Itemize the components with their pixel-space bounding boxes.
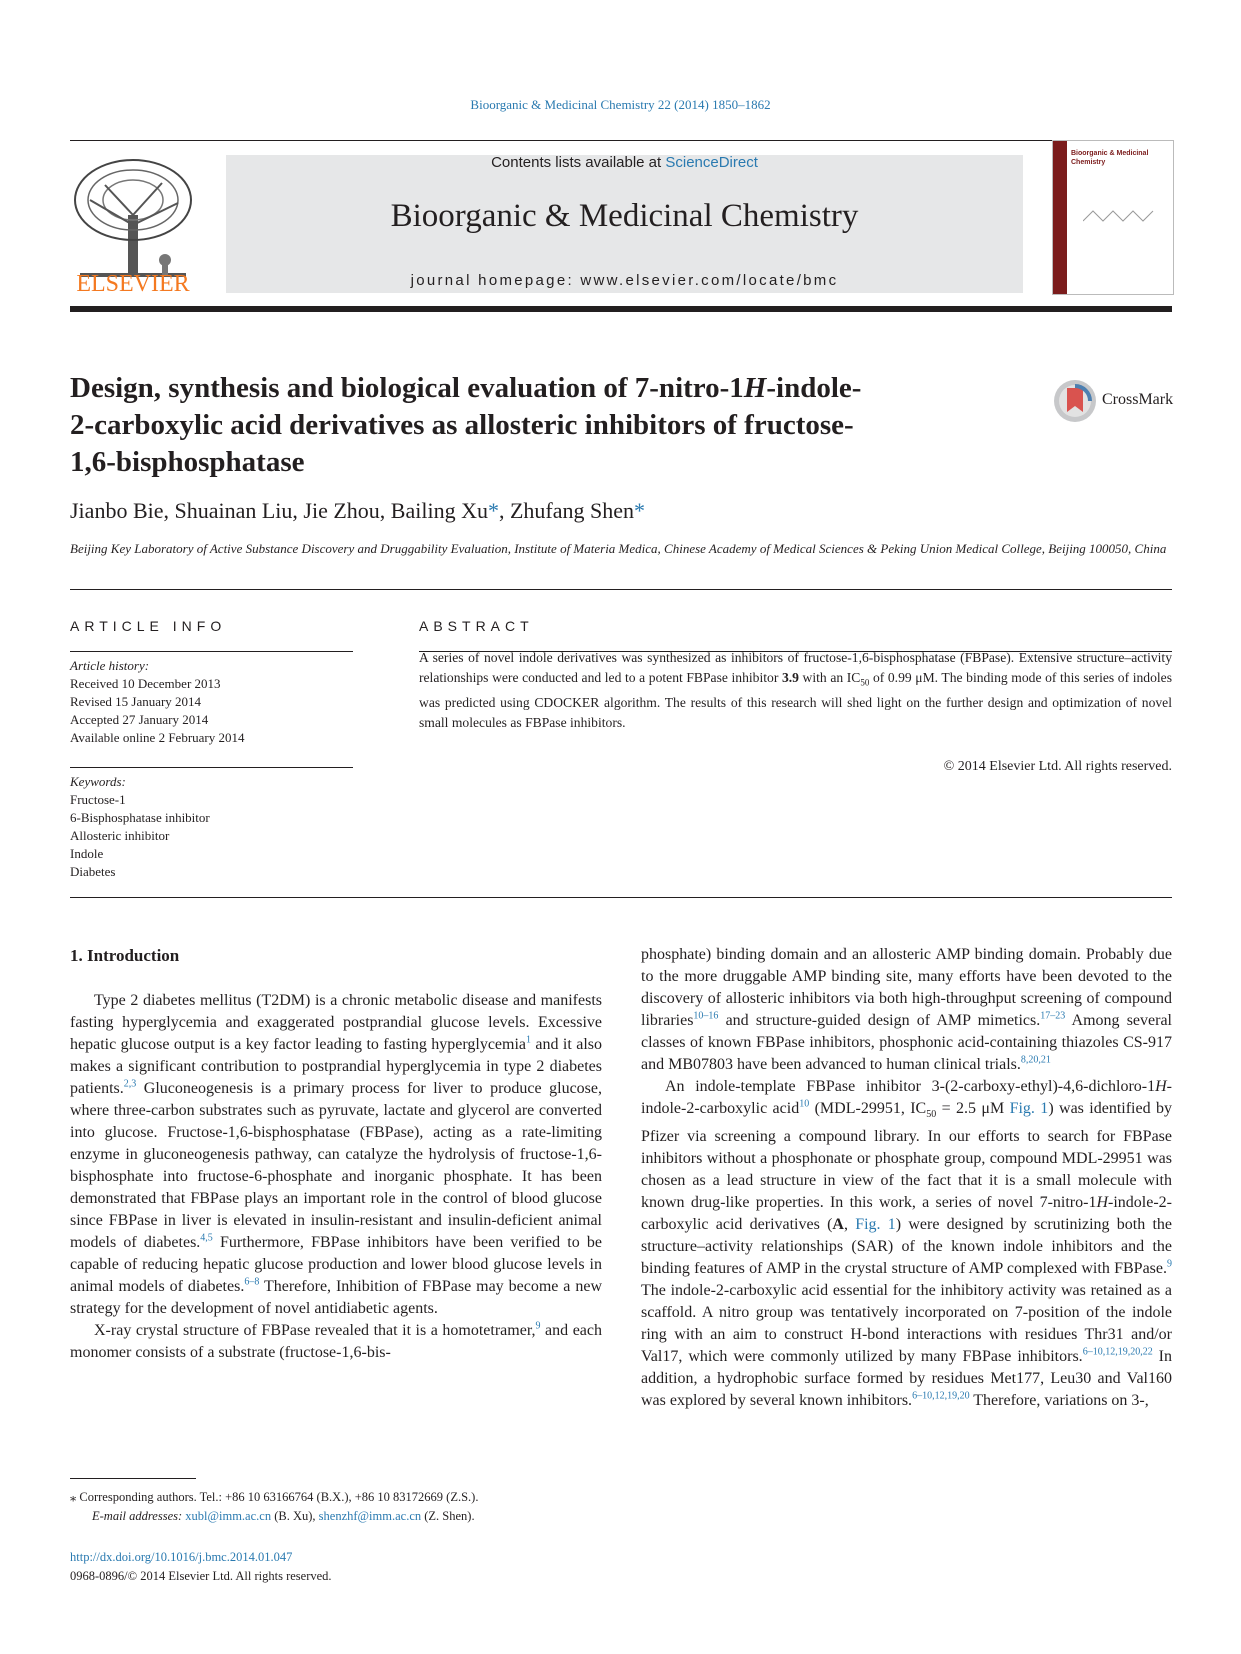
- intro-paragraph-3: [641, 944, 1172, 1076]
- abstract-copyright: © 2014 Elsevier Ltd. All rights reserved.: [943, 759, 1172, 774]
- author-list: [70, 498, 645, 524]
- sciencedirect-link[interactable]: ScienceDirect: [665, 154, 758, 171]
- received-date: Received 10 December 2013: [70, 676, 221, 691]
- authors-part-2: , Zhufang Shen: [498, 498, 634, 523]
- p1-text-c: Gluconeogenesis is a primary process for liver to produce glucose, where three-carbon substrates such as pyruvate, lactate and glycerol are converted into glucose. Fructose-1,6-bisphosphatase (FBPase), acting as a rate-limiting enzyme in gluconeogenesis pathway, can catalyze the hydrolysis of fructose-1,6-bisphosphate into fructose-6-phosphate and inorganic phosphate. It has been demonstrated that FBPase plays an important role in the control of blood glucose since FBPase in liver is elevated in insulin-resistant and insulin-deficient animal models of diabetes.: [70, 1080, 602, 1251]
- citation-ref[interactable]: 9: [1167, 1258, 1172, 1270]
- citation-ref[interactable]: 6–10,12,19,20: [912, 1390, 970, 1402]
- cover-title: [1071, 149, 1171, 167]
- p4-bold: A: [832, 1216, 844, 1234]
- publisher-name: ELSEVIER: [76, 271, 190, 297]
- citation-ref[interactable]: 8,20,21: [1020, 1054, 1051, 1066]
- citation-ref[interactable]: 9: [535, 1320, 541, 1332]
- p4-italic: H: [1155, 1078, 1167, 1095]
- citation-ref[interactable]: 10–16: [693, 1010, 719, 1022]
- keyword-item: 6-Bisphosphatase inhibitor: [70, 810, 210, 825]
- intro-paragraph-1: [70, 990, 602, 1320]
- p2-text-b: and each monomer consists of a substrate (fructose-1,6-bis-: [70, 1322, 603, 1361]
- article-info-heading: ARTICLE INFO: [70, 618, 227, 634]
- keyword-item: Diabetes: [70, 864, 116, 879]
- keyword-item: Fructose-1: [70, 792, 126, 807]
- header-top-rule: [70, 140, 1172, 141]
- abstract-part-2: with an IC: [798, 670, 861, 685]
- p4-text-h: ) were designed by scrutinizing both the structure–activity relationships (SAR) of the known indole inhibitors and the binding features of AMP in the crystal structure of AMP complexed with FBPase.: [641, 1216, 1172, 1278]
- footnote-rule: [70, 1478, 196, 1479]
- online-date: Available online 2 February 2014: [70, 730, 245, 745]
- abstract-part-1: A series of novel indole derivatives was synthesized as inhibitors of fructose-1,6-bisphosphatase (FBPase). Extensive structure–activity relationships were conducted and led to a potent FBPase inhibitor: [419, 650, 1172, 685]
- email-owner: (B. Xu),: [271, 1509, 319, 1523]
- p4-text-f: -indole-2-carboxylic acid derivatives (: [641, 1194, 1172, 1234]
- p4-text-j: In addition, a hydrophobic surface formed by residues Met177, Leu30 and Val160 was explored by several known inhibitors.: [641, 1348, 1173, 1410]
- journal-citation[interactable]: Bioorganic & Medicinal Chemistry 22 (2014) 1850–1862: [470, 97, 771, 112]
- p4-text-e: ) was identified by Pfizer via screening a compound library. In our efforts to search for FBPase inhibitors without a phosphonate or phosphate group, compound MDL-29951 was chosen as a lead structure in view of the fact that it is a small molecule with known drug-like properties. In this work, a series of novel 7-nitro-1: [641, 1100, 1172, 1212]
- citation-ref[interactable]: 1: [526, 1034, 532, 1046]
- p1-text-b: and it also makes a significant contribution to postprandial hyperglycemia in type 2 diabetes patients.: [70, 1036, 603, 1097]
- p4-text-d: = 2.5 μM: [936, 1100, 1010, 1117]
- header-thick-rule: [70, 306, 1172, 312]
- info-rule-2: [70, 767, 353, 768]
- doi-link[interactable]: http://dx.doi.org/10.1016/j.bmc.2014.01.047: [70, 1550, 293, 1564]
- citation-ref[interactable]: 6–8: [244, 1276, 260, 1288]
- section-heading: 1. Introduction: [70, 946, 180, 965]
- p1-text-a: Type 2 diabetes mellitus (T2DM) is a chronic metabolic disease and manifests fasting hyperglycemia and exaggerated postprandial glucose levels. Excessive hepatic glucose output is a key factor leading to fasting hyperglycemia: [70, 992, 602, 1053]
- p4-text-a: An indole-template FBPase inhibitor 3-(2-carboxy-ethyl)-4,6-dichloro-1: [665, 1078, 1156, 1095]
- history-label: Article history:: [70, 658, 150, 673]
- cover-molecule-art: [1083, 201, 1163, 231]
- p4-text-k: Therefore, variations on 3-,: [969, 1392, 1149, 1410]
- title-line-3: 1,6-bisphosphatase: [70, 446, 305, 478]
- journal-homepage[interactable]: journal homepage: www.elsevier.com/locate/bmc: [410, 272, 839, 289]
- accepted-date: Accepted 27 January 2014: [70, 712, 209, 727]
- journal-cover-thumbnail: [1052, 140, 1174, 295]
- email-label: E-mail addresses:: [92, 1509, 186, 1523]
- abstract-subscript: 50: [860, 677, 870, 688]
- title-part-2: -indole-: [766, 372, 862, 404]
- citation-ref[interactable]: 4,5: [200, 1232, 213, 1244]
- body-column-2: [641, 944, 1172, 1412]
- article-history: [70, 657, 353, 747]
- email-link[interactable]: shenzhf@imm.ac.cn: [318, 1509, 422, 1523]
- authors-part-1: Jianbo Bie, Shuainan Liu, Jie Zhou, Bailing Xu: [70, 498, 488, 523]
- journal-name: Bioorganic & Medicinal Chemistry: [390, 198, 859, 234]
- cover-title-line-2: Chemistry: [1071, 159, 1106, 166]
- p1-text-e: Therefore, Inhibition of FBPase may become a new strategy for the development of novel antidiabetic agents.: [70, 1278, 602, 1317]
- citation-ref[interactable]: 6–10,12,19,20,22: [1082, 1346, 1153, 1358]
- title-line-1: [70, 370, 1000, 407]
- contents-prefix: Contents lists available at: [491, 154, 666, 171]
- contents-line: [226, 154, 1023, 171]
- p2-text-a: X-ray crystal structure of FBPase revealed that it is a homotetramer,: [94, 1322, 536, 1339]
- citation-ref[interactable]: 10: [799, 1098, 810, 1110]
- p4-text-g: ,: [843, 1216, 856, 1234]
- title-line-2: 2-carboxylic acid derivatives as allosteric inhibitors of fructose-: [70, 409, 854, 441]
- citation-ref[interactable]: 2,3: [123, 1078, 137, 1090]
- cover-title-line-1: Bioorganic & Medicinal: [1071, 150, 1149, 157]
- affiliation-rule: [70, 589, 1172, 590]
- keywords-label: Keywords:: [70, 774, 126, 789]
- email-owner: (Z. Shen).: [421, 1509, 475, 1523]
- corresponding-note: ⁎ Corresponding authors. Tel.: +86 10 63166764 (B.X.), +86 10 83172669 (Z.S.).: [70, 1490, 479, 1504]
- info-rule-1: [70, 651, 353, 652]
- affiliation: Beijing Key Laboratory of Active Substance Discovery and Druggability Evaluation, Institute of Materia Medica, Chinese Academy of Medical Sciences & Peking Union Medical College, Beijing 100050, China: [70, 541, 1167, 556]
- p4-text-b: -indole-2-carboxylic acid: [641, 1078, 1172, 1117]
- p4-subscript: 50: [926, 1109, 937, 1121]
- keyword-item: Indole: [70, 846, 104, 861]
- footnote: [70, 1488, 610, 1526]
- crossmark-badge[interactable]: [1052, 378, 1192, 426]
- figure-link[interactable]: Fig. 1: [855, 1216, 896, 1234]
- figure-link[interactable]: Fig. 1: [1009, 1100, 1049, 1117]
- abstract-part-3: of 0.99 μM. The binding mode of this series of indoles was predicted using CDOCKER algorithm. The results of this research will shed light on the further design and optimization of novel small molecules as FBPase inhibitors.: [419, 670, 1172, 730]
- crossmark-icon: [1052, 378, 1098, 424]
- title-italic-h: H: [743, 372, 767, 404]
- keywords-block: [70, 773, 353, 881]
- p3-text-b: and structure-guided design of AMP mimetics.: [718, 1012, 1041, 1029]
- revised-date: Revised 15 January 2014: [70, 694, 202, 709]
- keyword-item: Allosteric inhibitor: [70, 828, 170, 843]
- article-title: [70, 370, 1000, 481]
- issn-line: 0968-0896/© 2014 Elsevier Ltd. All rights reserved.: [70, 1569, 332, 1583]
- crossmark-label: CrossMark: [1102, 391, 1174, 408]
- p4-text-i: The indole-2-carboxylic acid essential for the inhibitory activity was retained as a scaffold. A nitro group was tentatively incorporated on 7-position of the indole ring with an aim to construct H-bond interactions with residues Thr31 and/or Val17, which were commonly utilized by many FBPase inhibitors.: [641, 1282, 1172, 1366]
- abstract-heading: ABSTRACT: [419, 618, 534, 634]
- p1-text-d: Furthermore, FBPase inhibitors have been verified to be capable of reducing hepatic glucose production and lower blood glucose levels in animal models of diabetes.: [70, 1234, 602, 1295]
- intro-paragraph-2: [70, 1320, 602, 1364]
- p3-text-c: Among several classes of known FBPase inhibitors, phosphonic acid-containing thiazoles CS-917 and MB07803 have been advanced to human clinical trials.: [641, 1012, 1172, 1073]
- p3-text-a: phosphate) binding domain and an allosteric AMP binding domain. Probably due to the more druggable AMP binding site, many efforts have been devoted to the discovery of allosteric inhibitors via both high-throughput screening of compound libraries: [641, 946, 1172, 1029]
- abstract-text: [419, 648, 1172, 733]
- p4-text-c: (MDL-29951, IC: [809, 1100, 927, 1117]
- title-part-1: Design, synthesis and biological evaluation of 7-nitro-1: [70, 372, 744, 404]
- abstract-bottom-rule: [70, 897, 1172, 898]
- cover-spine: [1053, 141, 1067, 294]
- corresponding-star-2[interactable]: *: [634, 498, 645, 523]
- body-column-1: [70, 990, 602, 1364]
- intro-paragraph-4: [641, 1076, 1172, 1412]
- corresponding-star-1[interactable]: *: [487, 498, 499, 523]
- abstract-compound: 3.9: [781, 670, 799, 685]
- citation-ref[interactable]: 17–23: [1040, 1010, 1066, 1022]
- email-link[interactable]: xubl@imm.ac.cn: [185, 1509, 272, 1523]
- p4-italic: H: [1096, 1194, 1109, 1212]
